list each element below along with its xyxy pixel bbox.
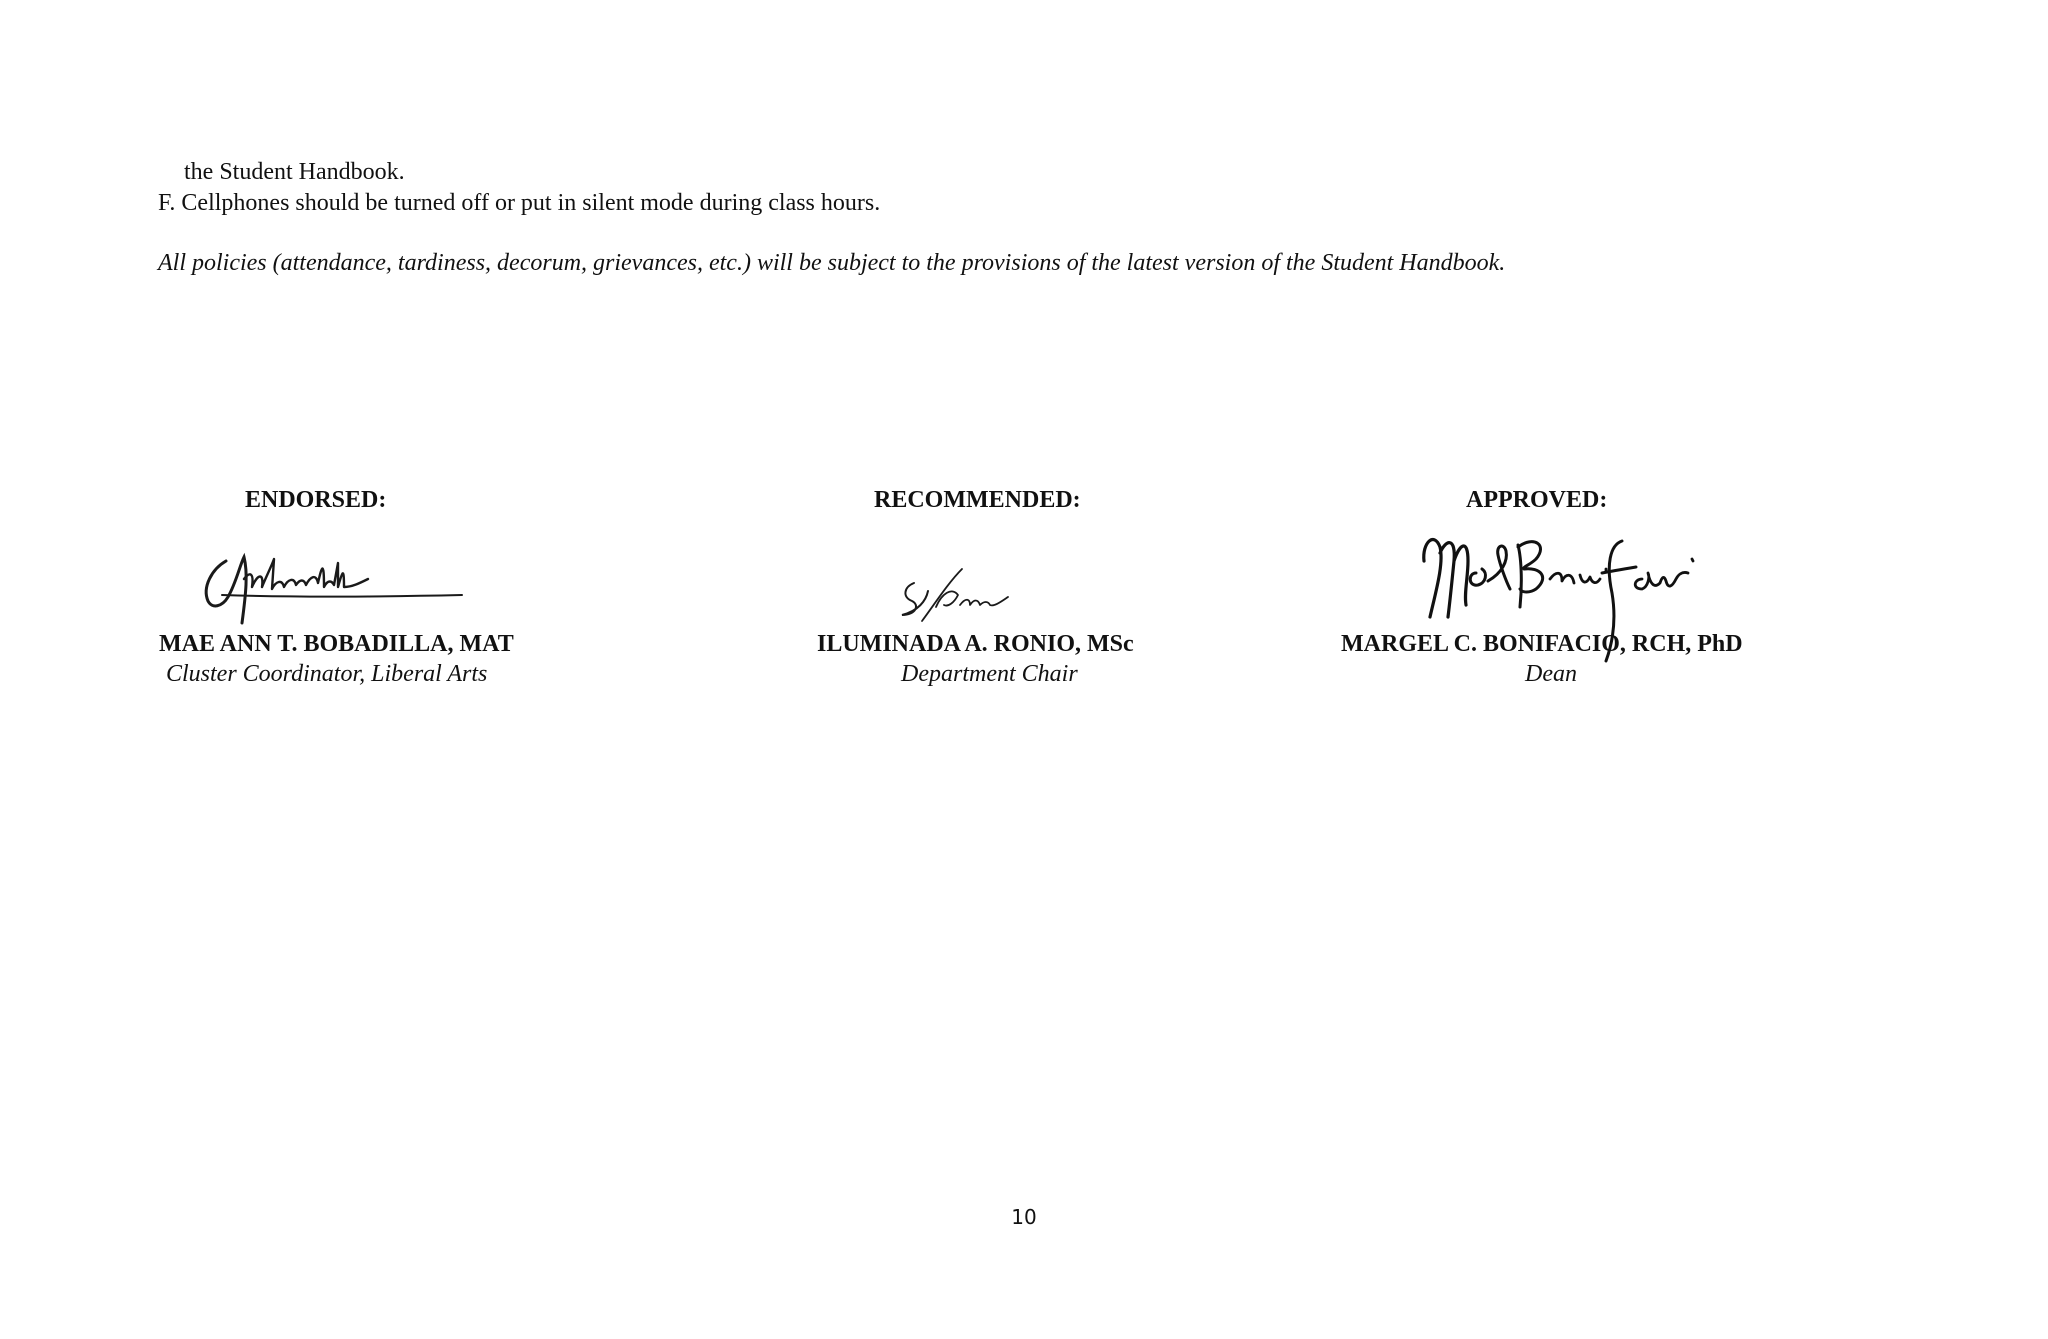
policy-note: All policies (attendance, tardiness, decorum, grievances, etc.) will be subject to the provisions of the latest version of the Student Handbook. bbox=[158, 250, 1506, 276]
signatory-role: Cluster Coordinator, Liberal Arts bbox=[166, 661, 488, 687]
signatory-name: ILUMINADA A. RONIO, MSc bbox=[817, 631, 1134, 657]
list-item-f: F. Cellphones should be turned off or put in silent mode during class hours. bbox=[158, 190, 881, 216]
signatory-heading: ENDORSED: bbox=[245, 487, 387, 513]
signatory-name: MAE ANN T. BOBADILLA, MAT bbox=[159, 631, 514, 657]
signatory-heading: APPROVED: bbox=[1466, 487, 1608, 513]
signatory-approved bbox=[1300, 485, 2048, 705]
signature-image-ronio bbox=[878, 561, 1018, 631]
page-number: 10 bbox=[1011, 1205, 1037, 1229]
signatory-role: Dean bbox=[1525, 661, 1577, 687]
signatory-name: MARGEL C. BONIFACIO, RCH, PhD bbox=[1341, 631, 1743, 657]
signatory-recommended bbox=[700, 485, 1300, 705]
signatory-role: Department Chair bbox=[901, 661, 1078, 687]
signatory-endorsed bbox=[0, 485, 700, 705]
signature-image-bobadilla bbox=[192, 543, 482, 627]
signatory-heading: RECOMMENDED: bbox=[874, 487, 1081, 513]
list-continuation-line: the Student Handbook. bbox=[184, 159, 405, 185]
